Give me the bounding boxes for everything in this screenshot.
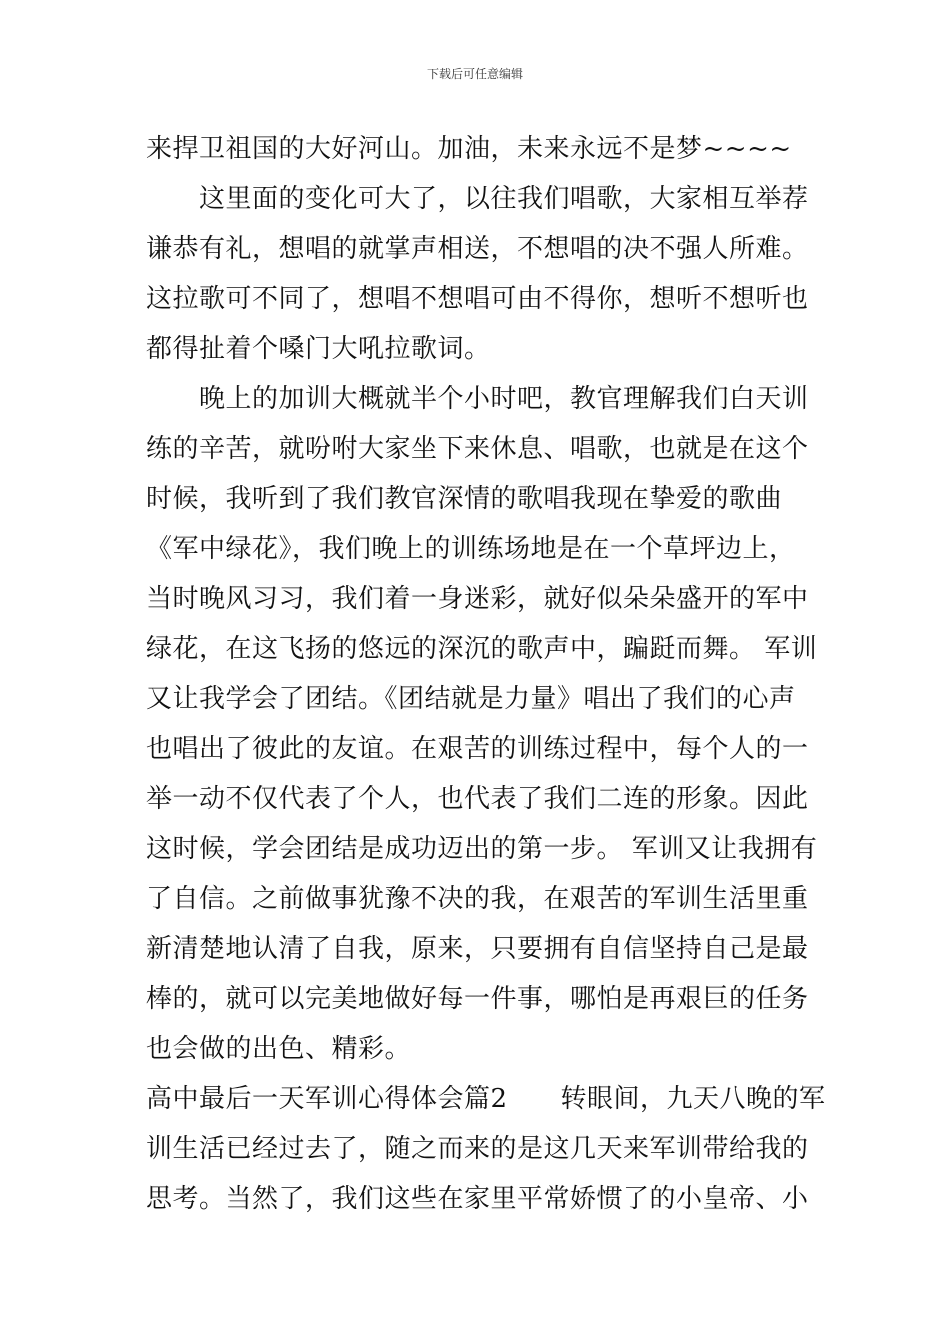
text-line: 也会做的出色、精彩。 <box>146 1034 412 1064</box>
text-line: 这拉歌可不同了，想唱不想唱可由不得你，想听不想听也 <box>146 284 809 314</box>
text-line: 都得扯着个嗓门大吼拉歌词。 <box>146 334 491 364</box>
text-line: 棒的，就可以完美地做好每一件事，哪怕是再艰巨的任务 <box>146 984 809 1014</box>
text-line: 了自信。之前做事犹豫不决的我，在艰苦的军训生活里重 <box>146 884 809 914</box>
text-line: 谦恭有礼，想唱的就掌声相送，不想唱的决不强人所难。 <box>146 234 809 264</box>
text-line: 训生活已经过去了，随之而来的是这几天来军训带给我的 <box>146 1134 809 1164</box>
text-line: 这时候，学会团结是成功迈出的第一步。 军训又让我拥有 <box>146 834 818 864</box>
text-line: 来捍卫祖国的大好河山。加油，未来永远不是梦~~~~ <box>146 134 792 164</box>
text-line: 时候，我听到了我们教官深情的歌唱我现在挚爱的歌曲 <box>146 484 783 514</box>
text-line: 思考。当然了，我们这些在家里平常娇惯了的小皇帝、小 <box>146 1184 809 1214</box>
section-heading-line: 高中最后一天军训心得体会篇2 转眼间，九天八晚的军 <box>146 1084 826 1114</box>
document-body <box>146 124 826 1224</box>
text-line: 当时晚风习习，我们着一身迷彩，就好似朵朵盛开的军中 <box>146 584 809 614</box>
text-line: 也唱出了彼此的友谊。在艰苦的训练过程中，每个人的一 <box>146 734 809 764</box>
text-line: 晚上的加训大概就半个小时吧，教官理解我们白天训 <box>146 384 809 414</box>
text-line: 《军中绿花》，我们晚上的训练场地是在一个草坪边上， <box>146 534 796 564</box>
text-line: 绿花，在这飞扬的悠远的深沉的歌声中，蹁跹而舞。 军训 <box>146 634 818 664</box>
text-line: 又让我学会了团结。《团结就是力量》唱出了我们的心声 <box>146 684 796 714</box>
text-line: 举一动不仅代表了个人，也代表了我们二连的形象。因此 <box>146 784 809 814</box>
text-line: 练的辛苦，就吩咐大家坐下来休息、唱歌，也就是在这个 <box>146 434 809 464</box>
text-line: 这里面的变化可大了，以往我们唱歌，大家相互举荐 <box>146 184 809 214</box>
page-header: 下载后可任意编辑 <box>426 67 523 81</box>
text-line: 新清楚地认清了自我，原来，只要拥有自信坚持自己是最 <box>146 934 809 964</box>
